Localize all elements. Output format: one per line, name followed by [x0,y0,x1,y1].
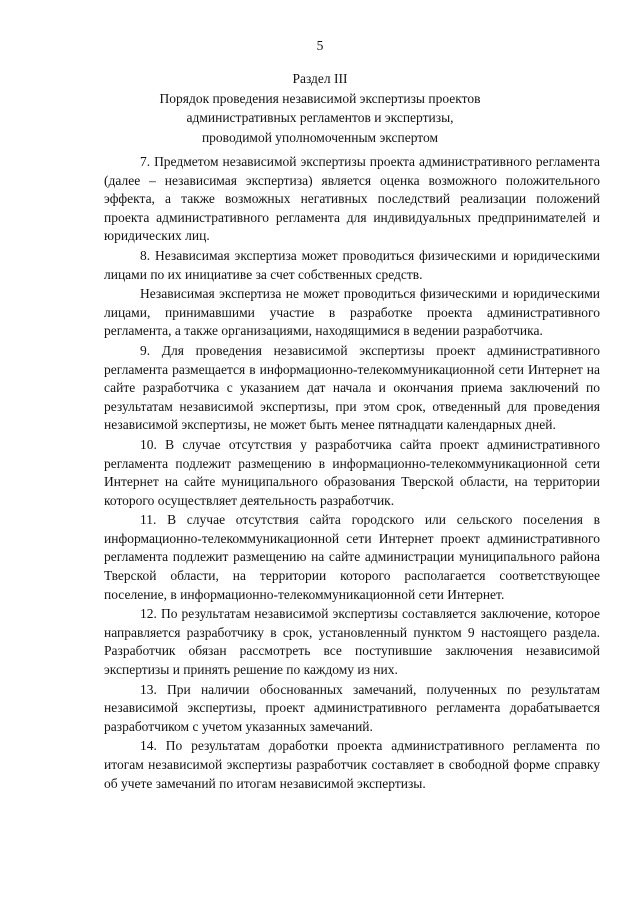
section-subtitle-line: Порядок проведения независимой экспертизы проектов [159,90,481,106]
paragraph-9: 9. Для проведения независимой экспертизы проект административного регламента размещается в информационно-телекоммуникационной сети Интернет на сайте разработчика с указанием дат начала и окончания приема заключений по результатам независимой экспертизы, при этом срок, отведенный для проведения независимой экспертизы, не может быть менее пятнадцати календарных дней. [104,342,600,433]
paragraph-13: 13. При наличии обоснованных замечаний, полученных по результатам независимой экспертизы, проект административного регламента дорабатывается разработчиком с учетом указанных замечаний. [104,681,600,734]
section-header [0,69,640,147]
paragraph-7: 7. Предметом независимой экспертизы проекта административного регламента (далее – независимая экспертиза) является оценка возможного положительного эффекта, а также возможных негативных последствий реализации положений проекта административного регламента для индивидуальных предпринимателей и юридических лиц. [104,154,600,244]
paragraph-8-continued: Независимая экспертиза не может проводиться физическими и юридическими лицами, принимавшими участие в разработке проекта административного регламента, а также организациями, находящимися в ведении разработчика. [104,286,600,339]
paragraph-12: 12. По результатам независимой экспертизы составляется заключение, которое направляется разработчику в срок, установленный пунктом 9 настоящего раздела. Разработчик обязан рассмотреть все поступившие заключения независимой экспертизы и принять решение по каждому из них. [104,606,600,678]
page-number: 5 [316,38,324,53]
paragraph-10: 10. В случае отсутствия у разработчика сайта проект административного регламента подлежит размещению в информационно-телекоммуникационной сети Интернет на сайте муниципального образования Тверской области, на территории которого осуществляет деятельность разработчик. [104,436,600,508]
paragraph-14: 14. По результатам доработки проекта административного регламента по итогам независимой экспертизы разработчик составляет в свободной форме справку об учете замечаний по итогам независимой экспертизы. [104,738,600,791]
section-subtitle-line: административных регламентов и экспертизы, [186,110,454,125]
paragraph-11: 11. В случае отсутствия сайта городского или сельского поселения в информационно-телекоммуникационной сети Интернет проект административного регламента подлежит размещению на сайте администрации муниципального района Тверской области, на территории которого располагается соответствующее поселение, в информационно-телекоммуникационной сети Интернет. [104,512,600,602]
section-title: Раздел III [292,71,348,86]
document-body [104,153,600,794]
section-subtitle-line: проводимой уполномоченным экспертом [201,129,439,145]
paragraph-8: 8. Независимая экспертиза может проводиться физическими и юридическими лицами по их инициативе за счет собственных средств. [104,247,600,282]
